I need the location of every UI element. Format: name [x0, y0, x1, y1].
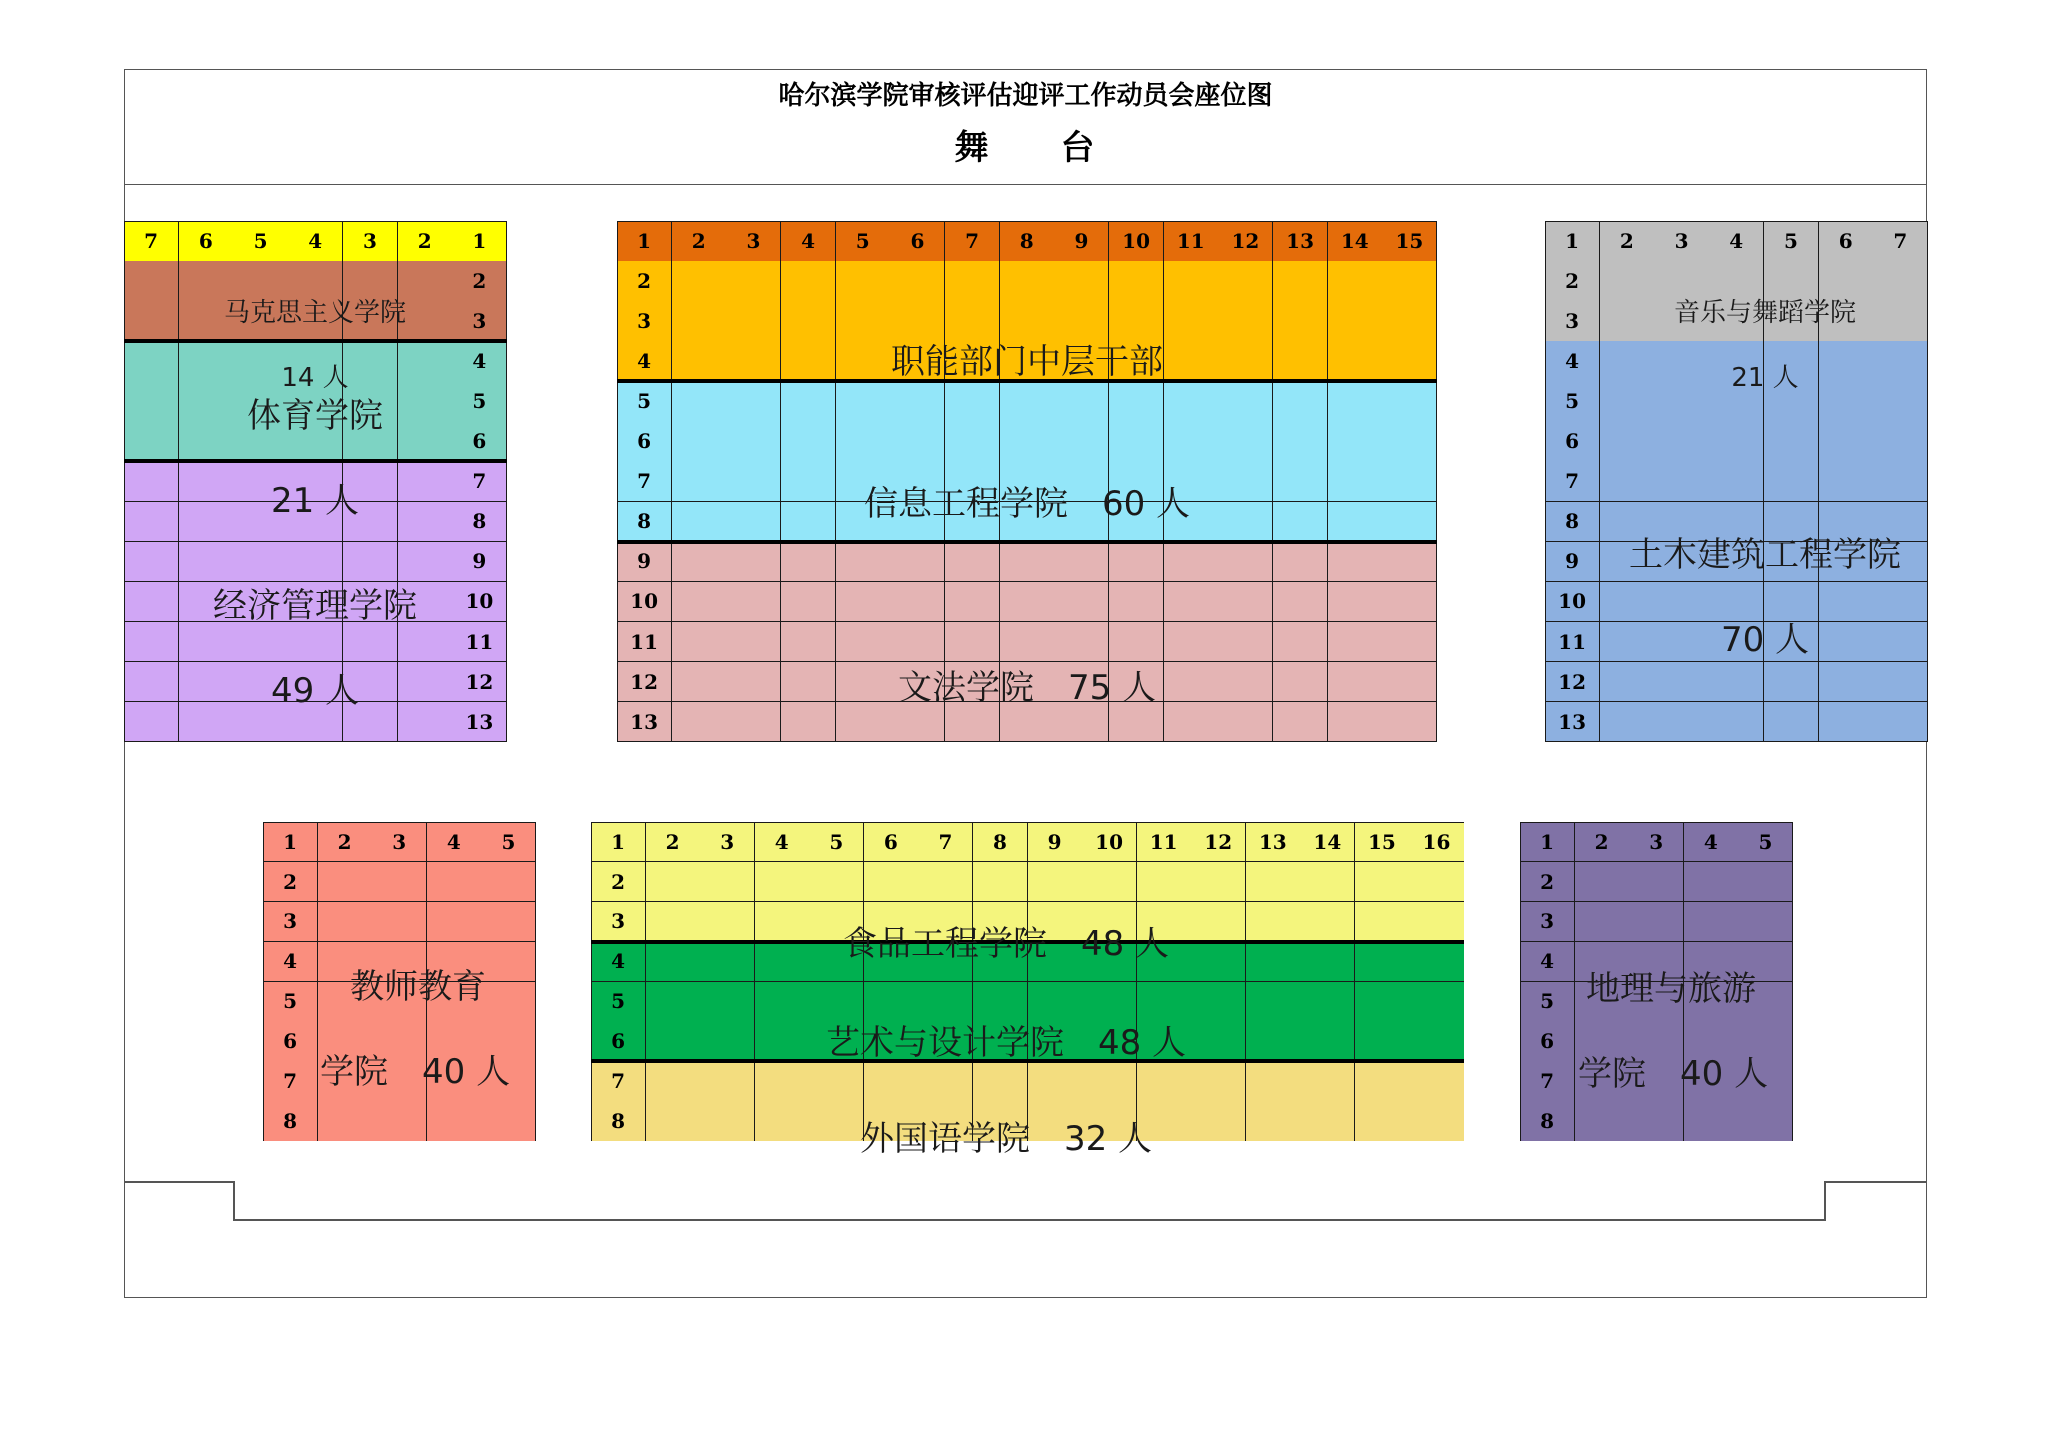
zone-teacher-line2	[320, 1051, 540, 1094]
seat	[372, 862, 427, 902]
col-number: 1	[591, 822, 646, 862]
rear-platform-right-top	[1824, 1181, 1927, 1183]
seat	[1328, 582, 1383, 623]
row-number: 13	[452, 702, 507, 742]
seat	[781, 261, 836, 302]
row-number: 11	[617, 622, 672, 663]
row-number: 4	[617, 341, 672, 382]
col-number: 1	[452, 221, 507, 262]
col-number: 15	[1382, 221, 1437, 262]
zone-label-foreign	[591, 1075, 1421, 1203]
row-number: 12	[617, 662, 672, 703]
zone-art-count: 48 人	[1097, 1022, 1187, 1063]
rear-platform-left-top	[124, 1181, 234, 1183]
zone-music-name: 音乐与舞蹈学院	[1673, 297, 1856, 328]
row-number: 7	[452, 461, 507, 502]
zone-info-text	[617, 483, 1437, 526]
seat	[945, 582, 1000, 623]
row-number: 11	[452, 622, 507, 663]
col-number: 6	[890, 221, 945, 262]
seat	[1000, 582, 1055, 623]
zone-info-name: 信息工程学院	[863, 483, 1068, 524]
row-number: 8	[617, 502, 672, 543]
seat	[318, 862, 373, 902]
zone-marxism-count: 14 人	[281, 362, 349, 393]
seat	[1873, 421, 1928, 462]
zone-music-count: 21 人	[1731, 362, 1799, 393]
col-number: 3	[1629, 822, 1684, 862]
seat	[781, 582, 836, 623]
row-number: 2	[617, 261, 672, 302]
col-number: 11	[1137, 822, 1192, 862]
col-number: 16	[1409, 822, 1464, 862]
seat	[1819, 702, 1874, 742]
zone-economics-count: 49 人	[270, 670, 360, 711]
row-number: 9	[1545, 542, 1600, 583]
row-number: 10	[617, 582, 672, 623]
seat	[1575, 862, 1630, 902]
seat	[1273, 261, 1328, 302]
row-number: 4	[1545, 341, 1600, 382]
col-number: 7	[918, 822, 973, 862]
seat	[1709, 702, 1764, 742]
stage-box	[124, 69, 1927, 185]
seat	[427, 862, 482, 902]
col-number: 3	[343, 221, 398, 262]
seat	[1764, 421, 1819, 462]
col-number: 12	[1218, 221, 1273, 262]
zone-geo-count: 40 人	[1680, 1053, 1769, 1094]
zone-food-count: 48 人	[1080, 923, 1170, 964]
col-number: 4	[427, 822, 482, 862]
col-number: 5	[1738, 822, 1793, 862]
row-number: 7	[1520, 1061, 1575, 1101]
zone-label-info	[617, 440, 1437, 568]
row-number: 2	[1545, 261, 1600, 302]
seat	[1382, 261, 1437, 302]
zone-food-text	[591, 923, 1421, 966]
col-number: 1	[263, 822, 318, 862]
zone-law-name: 文法学院	[897, 667, 1034, 708]
col-number: 4	[781, 221, 836, 262]
col-number: 4	[1684, 822, 1739, 862]
col-number: 3	[726, 221, 781, 262]
zone-foreign-count: 32 人	[1063, 1118, 1153, 1159]
row-number: 7	[617, 461, 672, 502]
col-number: 3	[700, 822, 755, 862]
row-number: 3	[452, 301, 507, 342]
seat	[1738, 862, 1793, 902]
row-number: 6	[1520, 1021, 1575, 1061]
row-number: 5	[1545, 381, 1600, 422]
col-number: 2	[1575, 822, 1630, 862]
col-number: 1	[1520, 822, 1575, 862]
zone-label-geo	[1578, 925, 1798, 1138]
row-number: 4	[263, 942, 318, 982]
seat	[672, 261, 727, 302]
seat	[1629, 862, 1684, 902]
col-number: 6	[1819, 221, 1874, 262]
row-number: 9	[617, 542, 672, 583]
zone-art-name: 艺术与设计学院	[825, 1022, 1064, 1063]
row-number: 7	[591, 1061, 646, 1101]
row-number: 7	[1545, 461, 1600, 502]
zone-label-functional	[617, 298, 1437, 426]
col-number: 1	[1545, 221, 1600, 262]
col-number: 1	[617, 221, 672, 262]
row-number: 12	[1545, 662, 1600, 703]
zone-teacher-name: 教师教育	[350, 966, 486, 1007]
col-number: 4	[288, 221, 343, 262]
row-number: 3	[617, 301, 672, 342]
col-number: 4	[1709, 221, 1764, 262]
row-number: 9	[452, 542, 507, 583]
row-number: 13	[1545, 702, 1600, 742]
row-number: 3	[591, 902, 646, 942]
col-number: 8	[1000, 221, 1055, 262]
seat	[1109, 261, 1164, 302]
col-number: 6	[179, 221, 234, 262]
row-number: 6	[452, 421, 507, 462]
seat	[1000, 261, 1055, 302]
seat	[1273, 582, 1328, 623]
zone-foreign-text	[591, 1118, 1421, 1161]
row-number: 6	[1545, 421, 1600, 462]
col-number: 10	[1082, 822, 1137, 862]
col-number: 2	[398, 221, 453, 262]
seat	[1764, 702, 1819, 742]
row-number: 10	[1545, 582, 1600, 623]
seat	[1164, 261, 1219, 302]
row-number: 8	[263, 1101, 318, 1141]
zone-geo-name2: 学院	[1578, 1053, 1646, 1094]
row-number: 8	[452, 502, 507, 543]
zone-economics-name: 经济管理学院	[213, 585, 417, 626]
row-number: 5	[617, 381, 672, 422]
stage-label-left: 舞	[954, 128, 991, 168]
row-number: 8	[1520, 1101, 1575, 1141]
zone-label-economics	[150, 542, 480, 755]
row-number: 4	[1520, 942, 1575, 982]
row-number: 7	[263, 1061, 318, 1101]
col-number: 2	[1600, 221, 1655, 262]
row-number: 13	[617, 702, 672, 742]
zone-label-civil	[1600, 491, 1930, 704]
col-number: 5	[233, 221, 288, 262]
zone-label-music	[1610, 264, 1920, 427]
zone-art-text	[591, 1022, 1421, 1065]
row-number: 6	[263, 1021, 318, 1061]
row-number: 5	[452, 381, 507, 422]
col-number: 15	[1355, 822, 1410, 862]
col-number: 7	[945, 221, 1000, 262]
seat	[726, 582, 781, 623]
row-number: 6	[617, 421, 672, 462]
row-number: 5	[263, 982, 318, 1022]
seat	[1054, 261, 1109, 302]
row-number: 8	[591, 1101, 646, 1141]
row-number: 3	[263, 902, 318, 942]
seat	[945, 261, 1000, 302]
seat	[1328, 261, 1383, 302]
col-number: 9	[1028, 822, 1083, 862]
rear-platform-left-side	[233, 1181, 235, 1221]
seat	[1164, 582, 1219, 623]
seat	[1218, 261, 1273, 302]
col-number: 8	[973, 822, 1028, 862]
row-number: 5	[591, 982, 646, 1022]
zone-law-text	[617, 667, 1437, 710]
zone-pe-count: 21 人	[270, 480, 360, 521]
zone-foreign-name: 外国语学院	[859, 1118, 1030, 1159]
row-number: 2	[1520, 862, 1575, 902]
stage-label-right: 台	[1060, 128, 1097, 168]
col-number: 3	[1654, 221, 1709, 262]
col-number: 5	[809, 822, 864, 862]
zone-marxism-name: 马克思主义学院	[223, 297, 406, 328]
row-number: 3	[1520, 902, 1575, 942]
zone-food-name: 食品工程学院	[842, 923, 1047, 964]
row-number: 2	[452, 261, 507, 302]
rear-platform-bottom	[233, 1219, 1826, 1221]
zone-teacher-name2: 学院	[320, 1051, 388, 1092]
seat	[1873, 702, 1928, 742]
zone-teacher-count: 40 人	[422, 1051, 511, 1092]
col-number: 7	[1873, 221, 1928, 262]
col-number: 12	[1191, 822, 1246, 862]
seat	[1684, 862, 1739, 902]
seat	[672, 582, 727, 623]
col-number: 10	[1109, 221, 1164, 262]
stage-label	[125, 120, 1926, 169]
row-number: 11	[1545, 622, 1600, 663]
col-number: 6	[864, 822, 919, 862]
seat	[1819, 421, 1874, 462]
zone-label-law	[617, 624, 1437, 752]
row-number: 6	[591, 1021, 646, 1061]
row-number: 12	[452, 662, 507, 703]
col-number: 5	[1764, 221, 1819, 262]
page-title: 哈尔滨学院审核评估迎评工作动员会座位图	[778, 81, 1273, 111]
zone-geo-line2	[1578, 1053, 1798, 1096]
zone-pe-name: 体育学院	[247, 395, 383, 436]
col-number: 2	[672, 221, 727, 262]
row-number: 10	[452, 582, 507, 623]
zone-label-pe	[150, 352, 480, 565]
col-number: 11	[1164, 221, 1219, 262]
col-number: 5	[836, 221, 891, 262]
zone-civil-name: 土木建筑工程学院	[1629, 534, 1901, 575]
seat	[1654, 702, 1709, 742]
seat	[1218, 582, 1273, 623]
seat	[836, 582, 891, 623]
seat	[1600, 702, 1655, 742]
col-number: 14	[1328, 221, 1383, 262]
col-number: 2	[318, 822, 373, 862]
row-number: 3	[1545, 301, 1600, 342]
row-number: 4	[452, 341, 507, 382]
col-number: 2	[646, 822, 701, 862]
zone-info-count: 60 人	[1101, 483, 1191, 524]
seat	[890, 582, 945, 623]
row-number: 8	[1545, 502, 1600, 543]
seat	[890, 261, 945, 302]
row-number: 5	[1520, 982, 1575, 1022]
zone-geo-name: 地理与旅游	[1586, 968, 1756, 1009]
seat	[1600, 421, 1655, 462]
zone-civil-count: 70 人	[1720, 619, 1810, 660]
seat	[1054, 582, 1109, 623]
seat	[1382, 582, 1437, 623]
col-number: 13	[1273, 221, 1328, 262]
seat	[1109, 582, 1164, 623]
col-number: 5	[481, 822, 536, 862]
seat	[726, 261, 781, 302]
row-number: 2	[263, 862, 318, 902]
seat	[836, 261, 891, 302]
seat	[481, 862, 536, 902]
zone-functional-name: 职能部门中层干部	[891, 341, 1163, 382]
seat	[1709, 421, 1764, 462]
col-number: 7	[124, 221, 179, 262]
col-number: 4	[755, 822, 810, 862]
rear-platform-right-side	[1824, 1181, 1826, 1221]
zone-law-count: 75 人	[1067, 667, 1157, 708]
col-number: 14	[1300, 822, 1355, 862]
seat	[1654, 421, 1709, 462]
zone-label-teacher	[320, 923, 540, 1136]
col-number: 13	[1246, 822, 1301, 862]
row-number: 4	[591, 942, 646, 982]
row-number: 2	[591, 862, 646, 902]
col-number: 9	[1054, 221, 1109, 262]
col-number: 3	[372, 822, 427, 862]
